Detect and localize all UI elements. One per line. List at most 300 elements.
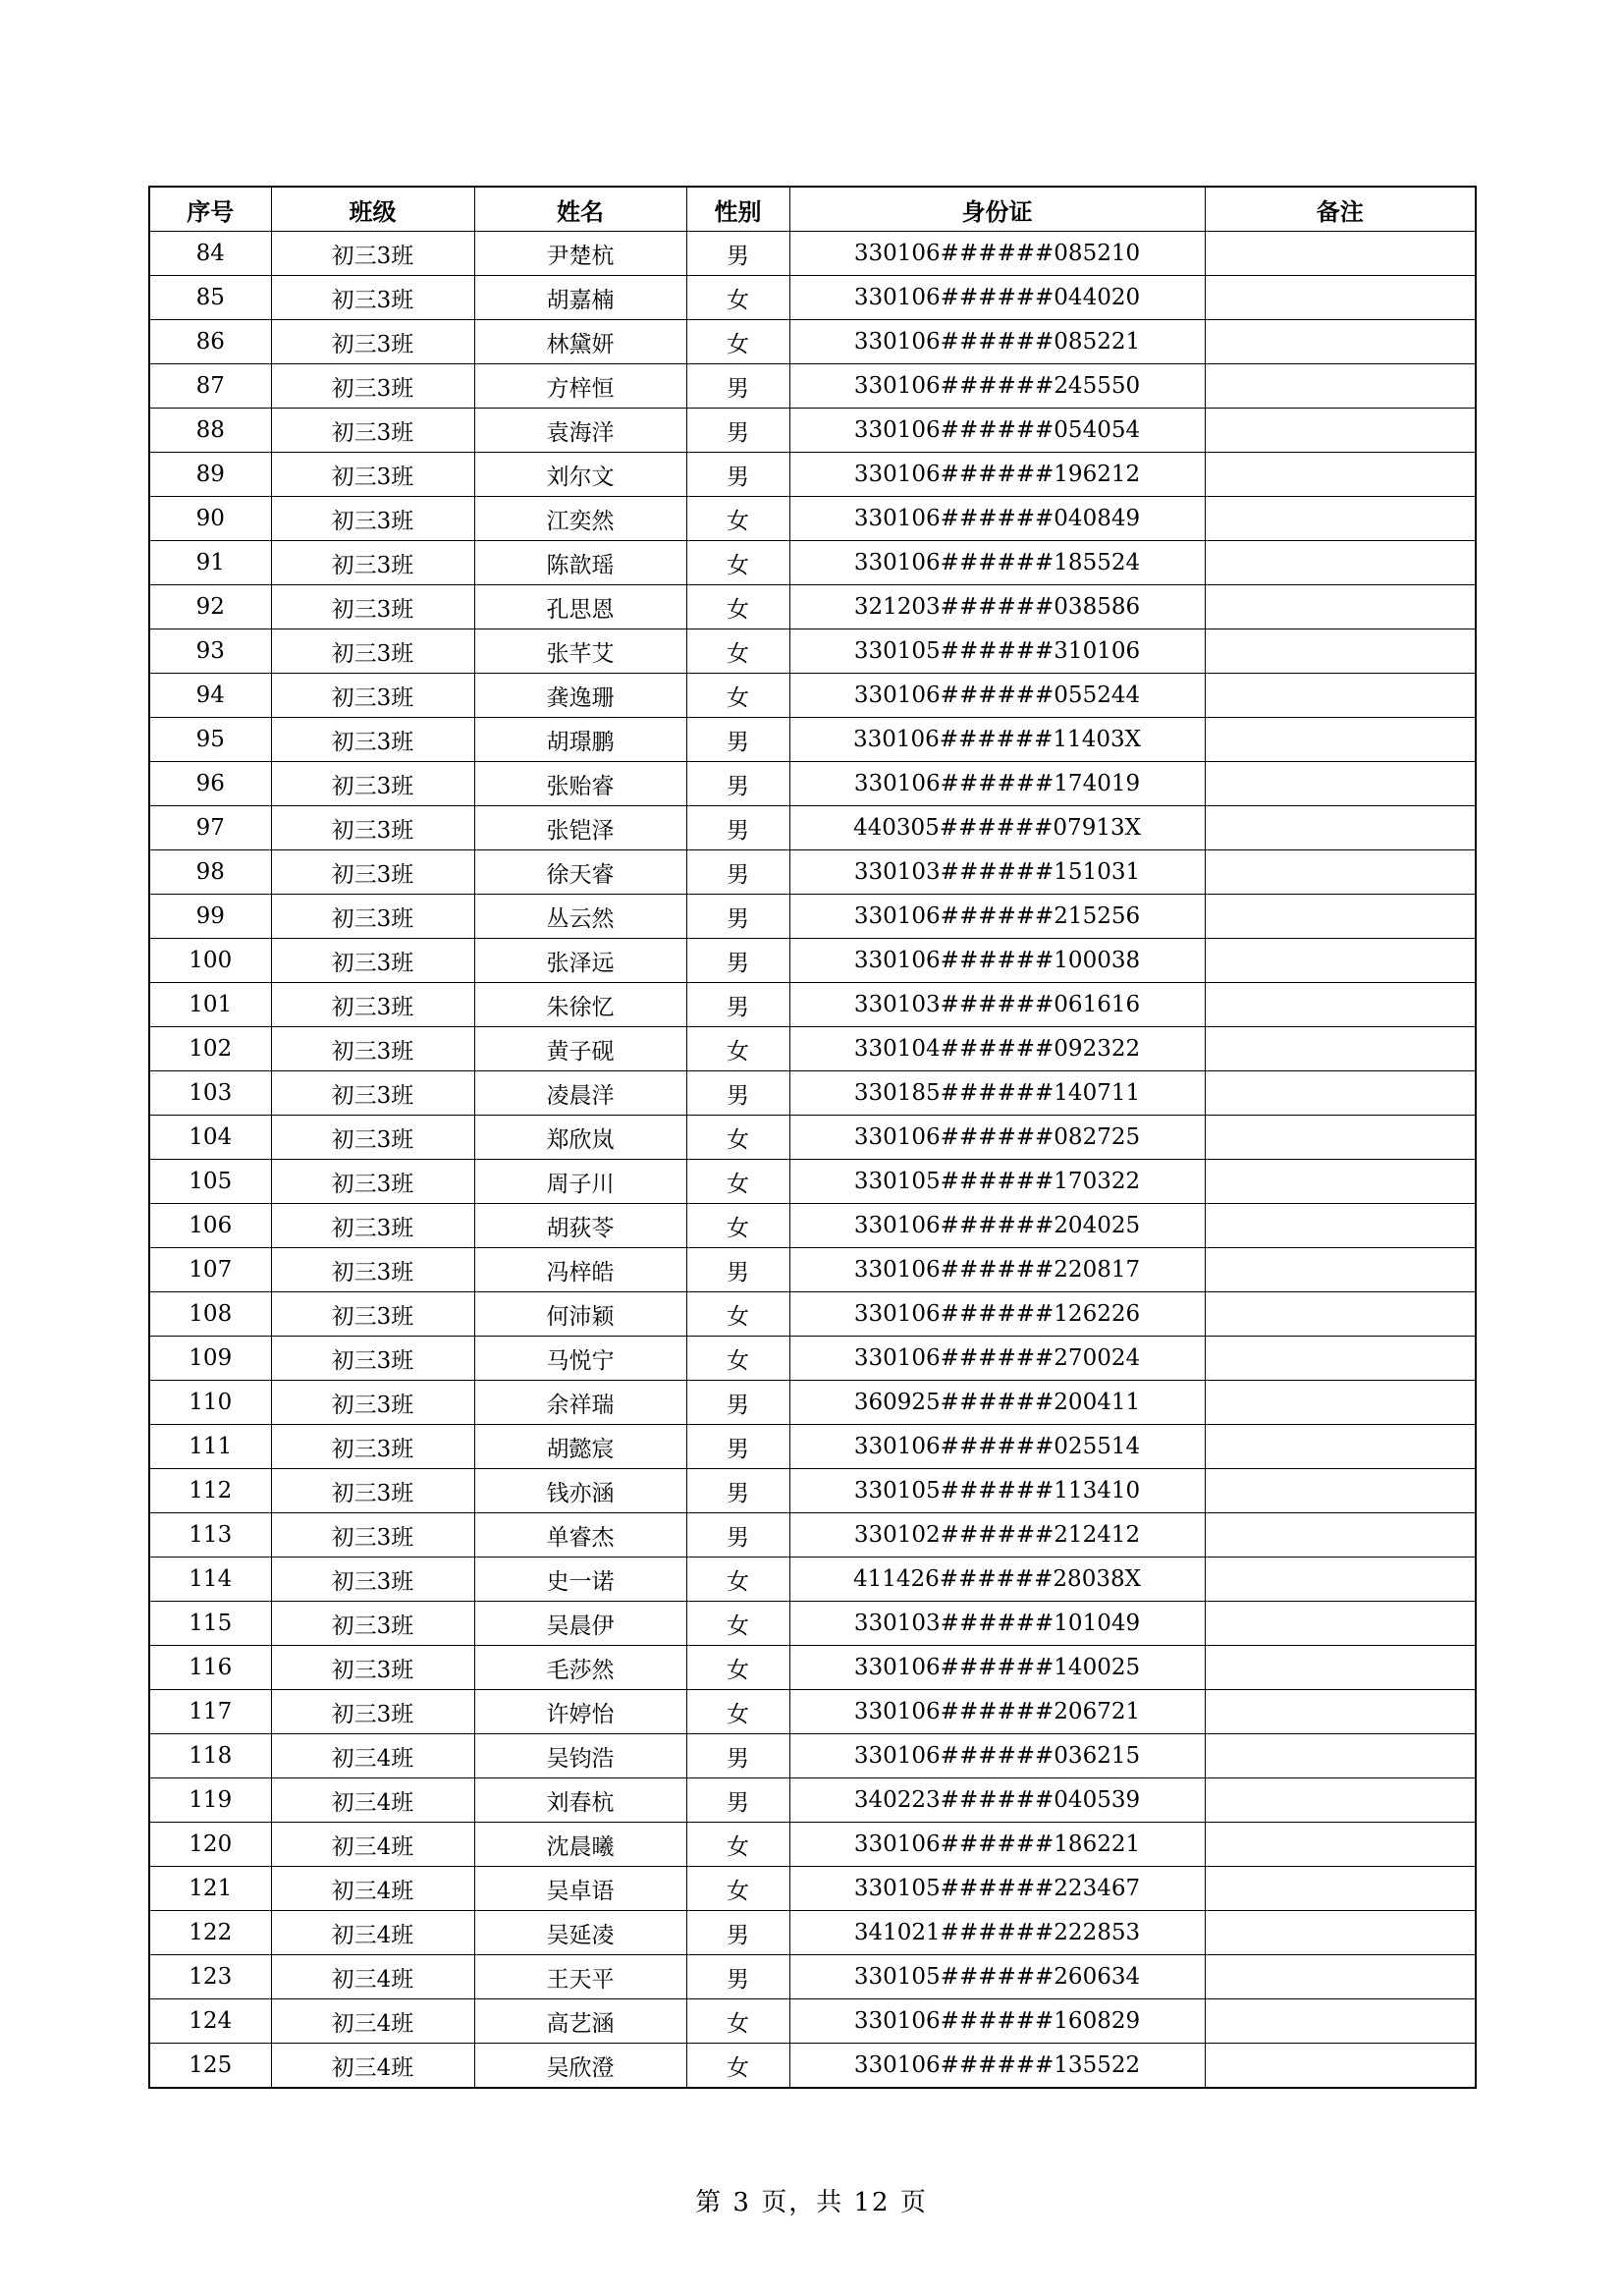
cell-name: 林黛妍 [474, 320, 686, 364]
table-row [149, 497, 1476, 541]
cell-seq: 125 [149, 2044, 271, 2089]
cell-name: 史一诺 [474, 1558, 686, 1602]
table-row [149, 629, 1476, 674]
cell-id-number: 330106######270024 [789, 1337, 1205, 1381]
cell-remarks [1205, 409, 1476, 453]
cell-seq: 103 [149, 1071, 271, 1116]
cell-name: 冯梓皓 [474, 1248, 686, 1292]
cell-name: 朱徐忆 [474, 983, 686, 1027]
cell-seq: 117 [149, 1690, 271, 1734]
cell-remarks [1205, 497, 1476, 541]
cell-id-number: 330106######135522 [789, 2044, 1205, 2089]
cell-name: 龚逸珊 [474, 674, 686, 718]
cell-remarks [1205, 1425, 1476, 1469]
table-body [149, 232, 1476, 2089]
table-row [149, 1425, 1476, 1469]
cell-remarks [1205, 1778, 1476, 1823]
cell-class: 初三4班 [271, 2044, 474, 2089]
cell-remarks [1205, 276, 1476, 320]
table-row [149, 1999, 1476, 2044]
cell-remarks [1205, 1513, 1476, 1558]
cell-remarks [1205, 895, 1476, 939]
cell-class: 初三3班 [271, 806, 474, 850]
cell-id-number: 330106######140025 [789, 1646, 1205, 1690]
cell-seq: 122 [149, 1911, 271, 1955]
cell-class: 初三3班 [271, 1690, 474, 1734]
page-footer: 第 3 页，共 12 页 [695, 2188, 928, 2217]
cell-class: 初三3班 [271, 1071, 474, 1116]
cell-name: 沈晨曦 [474, 1823, 686, 1867]
cell-seq: 92 [149, 585, 271, 629]
cell-name: 胡懿宸 [474, 1425, 686, 1469]
cell-gender: 男 [686, 1778, 789, 1823]
cell-name: 吴欣澄 [474, 2044, 686, 2089]
table-row [149, 806, 1476, 850]
header-class: 班级 [271, 187, 474, 232]
cell-name: 马悦宁 [474, 1337, 686, 1381]
cell-gender: 男 [686, 850, 789, 895]
cell-class: 初三4班 [271, 1955, 474, 1999]
cell-class: 初三4班 [271, 1734, 474, 1778]
cell-gender: 女 [686, 1116, 789, 1160]
cell-class: 初三3班 [271, 1248, 474, 1292]
cell-id-number: 330106######044020 [789, 276, 1205, 320]
table-row [149, 1071, 1476, 1116]
cell-name: 单睿杰 [474, 1513, 686, 1558]
table-row [149, 453, 1476, 497]
cell-class: 初三3班 [271, 276, 474, 320]
cell-remarks [1205, 1469, 1476, 1513]
cell-remarks [1205, 585, 1476, 629]
table-row [149, 364, 1476, 409]
cell-id-number: 330106######100038 [789, 939, 1205, 983]
cell-gender: 女 [686, 541, 789, 585]
cell-id-number: 330106######036215 [789, 1734, 1205, 1778]
cell-id-number: 330106######025514 [789, 1425, 1205, 1469]
cell-class: 初三3班 [271, 1292, 474, 1337]
cell-name: 方梓恒 [474, 364, 686, 409]
cell-remarks [1205, 1160, 1476, 1204]
cell-remarks [1205, 1381, 1476, 1425]
cell-seq: 100 [149, 939, 271, 983]
cell-gender: 女 [686, 1602, 789, 1646]
cell-name: 张泽远 [474, 939, 686, 983]
cell-id-number: 360925######200411 [789, 1381, 1205, 1425]
cell-name: 张贻睿 [474, 762, 686, 806]
table-row [149, 895, 1476, 939]
cell-name: 徐天睿 [474, 850, 686, 895]
table-row [149, 1690, 1476, 1734]
cell-name: 钱亦涵 [474, 1469, 686, 1513]
cell-seq: 111 [149, 1425, 271, 1469]
cell-id-number: 330185######140711 [789, 1071, 1205, 1116]
table-row [149, 1955, 1476, 1999]
table-row [149, 1160, 1476, 1204]
cell-class: 初三3班 [271, 364, 474, 409]
table-row [149, 1248, 1476, 1292]
cell-gender: 女 [686, 1027, 789, 1071]
cell-name: 陈歆瑶 [474, 541, 686, 585]
cell-id-number: 330106######126226 [789, 1292, 1205, 1337]
cell-remarks [1205, 453, 1476, 497]
cell-class: 初三3班 [271, 983, 474, 1027]
cell-seq: 113 [149, 1513, 271, 1558]
cell-class: 初三3班 [271, 1646, 474, 1690]
cell-class: 初三4班 [271, 1823, 474, 1867]
cell-id-number: 330106######215256 [789, 895, 1205, 939]
table-row [149, 409, 1476, 453]
header-remarks: 备注 [1205, 187, 1476, 232]
table-row [149, 1027, 1476, 1071]
cell-name: 尹楚杭 [474, 232, 686, 276]
cell-class: 初三3班 [271, 1337, 474, 1381]
cell-gender: 女 [686, 1646, 789, 1690]
cell-gender: 男 [686, 762, 789, 806]
cell-seq: 115 [149, 1602, 271, 1646]
cell-id-number: 330106######174019 [789, 762, 1205, 806]
cell-class: 初三3班 [271, 674, 474, 718]
table-row [149, 850, 1476, 895]
table-row [149, 1204, 1476, 1248]
cell-id-number: 330103######151031 [789, 850, 1205, 895]
cell-remarks [1205, 1248, 1476, 1292]
cell-seq: 104 [149, 1116, 271, 1160]
cell-remarks [1205, 1558, 1476, 1602]
table-row [149, 541, 1476, 585]
cell-gender: 男 [686, 1734, 789, 1778]
cell-seq: 93 [149, 629, 271, 674]
cell-name: 许婷怡 [474, 1690, 686, 1734]
cell-class: 初三3班 [271, 1425, 474, 1469]
cell-remarks [1205, 232, 1476, 276]
table-row [149, 983, 1476, 1027]
cell-gender: 女 [686, 1160, 789, 1204]
cell-remarks [1205, 1337, 1476, 1381]
cell-seq: 90 [149, 497, 271, 541]
cell-seq: 84 [149, 232, 271, 276]
cell-name: 孔思恩 [474, 585, 686, 629]
cell-name: 高艺涵 [474, 1999, 686, 2044]
cell-gender: 男 [686, 718, 789, 762]
cell-seq: 124 [149, 1999, 271, 2044]
cell-gender: 女 [686, 1823, 789, 1867]
cell-name: 刘春杭 [474, 1778, 686, 1823]
cell-class: 初三3班 [271, 939, 474, 983]
cell-seq: 97 [149, 806, 271, 850]
cell-id-number: 330106######160829 [789, 1999, 1205, 2044]
cell-class: 初三3班 [271, 497, 474, 541]
cell-class: 初三3班 [271, 1602, 474, 1646]
cell-gender: 男 [686, 1071, 789, 1116]
cell-id-number: 330105######113410 [789, 1469, 1205, 1513]
cell-remarks [1205, 1116, 1476, 1160]
cell-gender: 男 [686, 1911, 789, 1955]
cell-gender: 女 [686, 1292, 789, 1337]
cell-seq: 85 [149, 276, 271, 320]
cell-remarks [1205, 983, 1476, 1027]
table-row [149, 1734, 1476, 1778]
cell-class: 初三3班 [271, 409, 474, 453]
cell-remarks [1205, 320, 1476, 364]
cell-name: 郑欣岚 [474, 1116, 686, 1160]
cell-class: 初三3班 [271, 629, 474, 674]
table-row [149, 1911, 1476, 1955]
cell-gender: 女 [686, 1204, 789, 1248]
cell-class: 初三3班 [271, 585, 474, 629]
cell-name: 胡荻苓 [474, 1204, 686, 1248]
roster-table [148, 186, 1477, 2089]
cell-seq: 119 [149, 1778, 271, 1823]
cell-gender: 女 [686, 320, 789, 364]
cell-gender: 女 [686, 2044, 789, 2089]
cell-gender: 男 [686, 1381, 789, 1425]
header-id-number: 身份证 [789, 187, 1205, 232]
cell-seq: 107 [149, 1248, 271, 1292]
cell-seq: 96 [149, 762, 271, 806]
table-row [149, 585, 1476, 629]
cell-name: 凌晨洋 [474, 1071, 686, 1116]
cell-name: 张芊艾 [474, 629, 686, 674]
cell-id-number: 321203######038586 [789, 585, 1205, 629]
cell-id-number: 330104######092322 [789, 1027, 1205, 1071]
cell-remarks [1205, 939, 1476, 983]
cell-gender: 男 [686, 1469, 789, 1513]
cell-remarks [1205, 2044, 1476, 2089]
cell-name: 何沛颖 [474, 1292, 686, 1337]
cell-name: 刘尔文 [474, 453, 686, 497]
cell-class: 初三3班 [271, 453, 474, 497]
cell-seq: 106 [149, 1204, 271, 1248]
cell-seq: 86 [149, 320, 271, 364]
table-row [149, 762, 1476, 806]
cell-seq: 123 [149, 1955, 271, 1999]
cell-gender: 女 [686, 674, 789, 718]
cell-remarks [1205, 718, 1476, 762]
cell-name: 胡嘉楠 [474, 276, 686, 320]
cell-name: 丛云然 [474, 895, 686, 939]
cell-remarks [1205, 1999, 1476, 2044]
cell-name: 袁海洋 [474, 409, 686, 453]
cell-id-number: 330106######206721 [789, 1690, 1205, 1734]
cell-remarks [1205, 541, 1476, 585]
cell-remarks [1205, 1911, 1476, 1955]
table-row [149, 1558, 1476, 1602]
cell-class: 初三3班 [271, 541, 474, 585]
cell-seq: 88 [149, 409, 271, 453]
table-row [149, 1381, 1476, 1425]
cell-gender: 女 [686, 1867, 789, 1911]
cell-remarks [1205, 1027, 1476, 1071]
cell-gender: 男 [686, 1248, 789, 1292]
cell-gender: 男 [686, 895, 789, 939]
table-row [149, 1823, 1476, 1867]
cell-gender: 男 [686, 806, 789, 850]
table-row [149, 2044, 1476, 2089]
cell-name: 余祥瑞 [474, 1381, 686, 1425]
cell-seq: 105 [149, 1160, 271, 1204]
cell-seq: 110 [149, 1381, 271, 1425]
table-row [149, 1778, 1476, 1823]
table-row [149, 1292, 1476, 1337]
cell-seq: 108 [149, 1292, 271, 1337]
cell-class: 初三3班 [271, 1116, 474, 1160]
cell-gender: 男 [686, 232, 789, 276]
cell-id-number: 330106######055244 [789, 674, 1205, 718]
cell-class: 初三3班 [271, 1381, 474, 1425]
cell-class: 初三3班 [271, 1204, 474, 1248]
table-row [149, 674, 1476, 718]
cell-remarks [1205, 364, 1476, 409]
cell-seq: 120 [149, 1823, 271, 1867]
cell-id-number: 330106######245550 [789, 364, 1205, 409]
cell-class: 初三3班 [271, 1558, 474, 1602]
cell-id-number: 330106######085221 [789, 320, 1205, 364]
cell-remarks [1205, 1292, 1476, 1337]
table-row [149, 276, 1476, 320]
cell-gender: 女 [686, 1337, 789, 1381]
cell-gender: 男 [686, 1513, 789, 1558]
cell-id-number: 330106######204025 [789, 1204, 1205, 1248]
cell-gender: 男 [686, 364, 789, 409]
cell-id-number: 440305######07913X [789, 806, 1205, 850]
cell-gender: 男 [686, 409, 789, 453]
cell-gender: 女 [686, 276, 789, 320]
cell-class: 初三3班 [271, 1160, 474, 1204]
cell-seq: 116 [149, 1646, 271, 1690]
cell-class: 初三3班 [271, 1469, 474, 1513]
header-gender: 性别 [686, 187, 789, 232]
cell-gender: 男 [686, 983, 789, 1027]
cell-class: 初三3班 [271, 850, 474, 895]
cell-remarks [1205, 1955, 1476, 1999]
cell-gender: 女 [686, 1558, 789, 1602]
cell-seq: 118 [149, 1734, 271, 1778]
cell-id-number: 330106######185524 [789, 541, 1205, 585]
cell-id-number: 330106######11403X [789, 718, 1205, 762]
cell-class: 初三3班 [271, 895, 474, 939]
cell-seq: 98 [149, 850, 271, 895]
cell-name: 吴钧浩 [474, 1734, 686, 1778]
header-seq: 序号 [149, 187, 271, 232]
cell-name: 江奕然 [474, 497, 686, 541]
cell-remarks [1205, 1690, 1476, 1734]
cell-gender: 女 [686, 629, 789, 674]
cell-id-number: 330105######310106 [789, 629, 1205, 674]
cell-seq: 95 [149, 718, 271, 762]
cell-remarks [1205, 629, 1476, 674]
cell-seq: 94 [149, 674, 271, 718]
cell-class: 初三4班 [271, 1999, 474, 2044]
cell-class: 初三3班 [271, 762, 474, 806]
cell-class: 初三4班 [271, 1867, 474, 1911]
table-row [149, 1602, 1476, 1646]
cell-remarks [1205, 762, 1476, 806]
cell-gender: 男 [686, 939, 789, 983]
cell-gender: 男 [686, 1955, 789, 1999]
cell-id-number: 330103######101049 [789, 1602, 1205, 1646]
cell-id-number: 330102######212412 [789, 1513, 1205, 1558]
table-row [149, 320, 1476, 364]
cell-seq: 89 [149, 453, 271, 497]
cell-class: 初三4班 [271, 1778, 474, 1823]
cell-name: 吴延凌 [474, 1911, 686, 1955]
table-row [149, 718, 1476, 762]
cell-id-number: 330106######196212 [789, 453, 1205, 497]
header-name: 姓名 [474, 187, 686, 232]
cell-id-number: 330105######223467 [789, 1867, 1205, 1911]
cell-remarks [1205, 1204, 1476, 1248]
cell-seq: 101 [149, 983, 271, 1027]
cell-remarks [1205, 850, 1476, 895]
cell-seq: 87 [149, 364, 271, 409]
cell-name: 胡璟鹏 [474, 718, 686, 762]
cell-seq: 102 [149, 1027, 271, 1071]
cell-id-number: 330103######061616 [789, 983, 1205, 1027]
cell-class: 初三3班 [271, 1027, 474, 1071]
cell-name: 吴卓语 [474, 1867, 686, 1911]
cell-name: 毛莎然 [474, 1646, 686, 1690]
cell-id-number: 341021######222853 [789, 1911, 1205, 1955]
cell-gender: 男 [686, 453, 789, 497]
cell-class: 初三3班 [271, 1513, 474, 1558]
cell-gender: 女 [686, 1999, 789, 2044]
cell-id-number: 411426######28038X [789, 1558, 1205, 1602]
cell-remarks [1205, 1734, 1476, 1778]
cell-seq: 91 [149, 541, 271, 585]
cell-remarks [1205, 674, 1476, 718]
cell-gender: 女 [686, 585, 789, 629]
cell-name: 黄子砚 [474, 1027, 686, 1071]
cell-remarks [1205, 806, 1476, 850]
cell-id-number: 330106######082725 [789, 1116, 1205, 1160]
cell-name: 吴晨伊 [474, 1602, 686, 1646]
table-row [149, 939, 1476, 983]
table-header-row [149, 187, 1476, 232]
cell-class: 初三3班 [271, 718, 474, 762]
cell-seq: 99 [149, 895, 271, 939]
cell-remarks [1205, 1071, 1476, 1116]
table-row [149, 1469, 1476, 1513]
cell-remarks [1205, 1867, 1476, 1911]
cell-id-number: 330106######220817 [789, 1248, 1205, 1292]
cell-seq: 121 [149, 1867, 271, 1911]
cell-name: 周子川 [474, 1160, 686, 1204]
cell-class: 初三3班 [271, 320, 474, 364]
cell-id-number: 330106######186221 [789, 1823, 1205, 1867]
cell-class: 初三4班 [271, 1911, 474, 1955]
cell-remarks [1205, 1602, 1476, 1646]
table-row [149, 232, 1476, 276]
cell-id-number: 340223######040539 [789, 1778, 1205, 1823]
cell-id-number: 330106######040849 [789, 497, 1205, 541]
cell-gender: 女 [686, 497, 789, 541]
table-row [149, 1867, 1476, 1911]
table-row [149, 1646, 1476, 1690]
table-row [149, 1513, 1476, 1558]
cell-seq: 109 [149, 1337, 271, 1381]
cell-id-number: 330106######085210 [789, 232, 1205, 276]
cell-gender: 男 [686, 1425, 789, 1469]
table-row [149, 1337, 1476, 1381]
cell-seq: 114 [149, 1558, 271, 1602]
cell-name: 张铠泽 [474, 806, 686, 850]
cell-remarks [1205, 1823, 1476, 1867]
cell-remarks [1205, 1646, 1476, 1690]
cell-gender: 女 [686, 1690, 789, 1734]
cell-name: 王天平 [474, 1955, 686, 1999]
cell-seq: 112 [149, 1469, 271, 1513]
cell-id-number: 330105######260634 [789, 1955, 1205, 1999]
